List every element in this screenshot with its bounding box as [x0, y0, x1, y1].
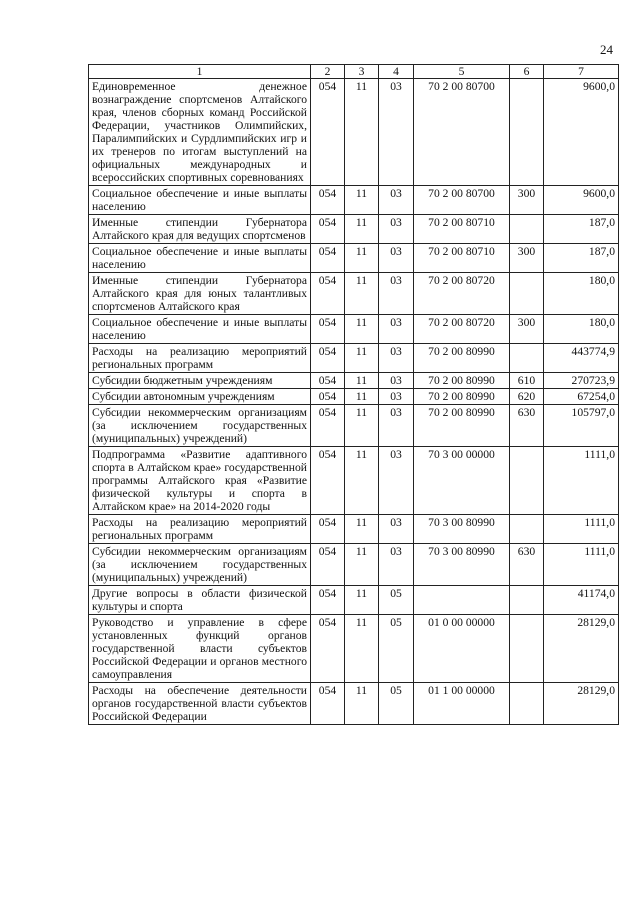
- subsection-code: 03: [379, 447, 414, 515]
- table-row: [89, 215, 619, 244]
- table-row: [89, 373, 619, 389]
- target-article-code: 01 0 00 00000: [414, 615, 510, 683]
- subsection-code: 03: [379, 515, 414, 544]
- target-article-code: 70 2 00 80710: [414, 215, 510, 244]
- section-code: 11: [345, 447, 379, 515]
- expense-type-code: 620: [510, 389, 544, 405]
- page-number: 24: [600, 42, 613, 57]
- section-code: 11: [345, 683, 379, 725]
- ministry-code: 054: [311, 405, 345, 447]
- table-row: [89, 186, 619, 215]
- row-name: Социальное обеспечение и иные выплаты населению: [89, 186, 311, 215]
- subsection-code: 03: [379, 344, 414, 373]
- amount: 270723,9: [544, 373, 619, 389]
- ministry-code: 054: [311, 544, 345, 586]
- target-article-code: 70 2 00 80710: [414, 244, 510, 273]
- amount: 9600,0: [544, 79, 619, 186]
- table-row: [89, 79, 619, 186]
- subsection-code: 03: [379, 273, 414, 315]
- table-row: [89, 515, 619, 544]
- row-name: Именные стипендии Губернатора Алтайского края для ведущих спортсменов: [89, 215, 311, 244]
- expense-type-code: [510, 344, 544, 373]
- column-header: 4: [379, 65, 414, 79]
- amount: 443774,9: [544, 344, 619, 373]
- expense-type-code: 630: [510, 544, 544, 586]
- expense-type-code: [510, 79, 544, 186]
- table-row: [89, 405, 619, 447]
- row-name: Социальное обеспечение и иные выплаты населению: [89, 315, 311, 344]
- ministry-code: 054: [311, 273, 345, 315]
- section-code: 11: [345, 273, 379, 315]
- expense-type-code: [510, 447, 544, 515]
- row-name: Субсидии автономным учреждениям: [89, 389, 311, 405]
- subsection-code: 03: [379, 544, 414, 586]
- table-row: [89, 344, 619, 373]
- amount: 41174,0: [544, 586, 619, 615]
- table-row: [89, 586, 619, 615]
- section-code: 11: [345, 586, 379, 615]
- section-code: 11: [345, 389, 379, 405]
- ministry-code: 054: [311, 615, 345, 683]
- amount: 180,0: [544, 315, 619, 344]
- amount: 1111,0: [544, 447, 619, 515]
- target-article-code: [414, 586, 510, 615]
- table-row: [89, 544, 619, 586]
- row-name: Подпрограмма «Развитие адаптивного спорта в Алтайском крае» государственной программы Алтайского края «Развитие физической культуры и спорта в Алтайском крае» на 2014-2020 годы: [89, 447, 311, 515]
- section-code: 11: [345, 615, 379, 683]
- subsection-code: 05: [379, 586, 414, 615]
- amount: 105797,0: [544, 405, 619, 447]
- row-name: Именные стипендии Губернатора Алтайского края для юных талантливых спортсменов Алтайского края: [89, 273, 311, 315]
- ministry-code: 054: [311, 315, 345, 344]
- column-header: 5: [414, 65, 510, 79]
- expense-type-code: 300: [510, 244, 544, 273]
- ministry-code: 054: [311, 79, 345, 186]
- subsection-code: 03: [379, 389, 414, 405]
- amount: 67254,0: [544, 389, 619, 405]
- section-code: 11: [345, 186, 379, 215]
- amount: 1111,0: [544, 515, 619, 544]
- target-article-code: 70 3 00 80990: [414, 544, 510, 586]
- section-code: 11: [345, 244, 379, 273]
- target-article-code: 70 2 00 80990: [414, 373, 510, 389]
- ministry-code: 054: [311, 373, 345, 389]
- amount: 180,0: [544, 273, 619, 315]
- expense-type-code: 300: [510, 315, 544, 344]
- row-name: Руководство и управление в сфере установленных функций органов государственной власти субъектов Российской Федерации и органов местного самоуправления: [89, 615, 311, 683]
- ministry-code: 054: [311, 515, 345, 544]
- amount: 28129,0: [544, 683, 619, 725]
- subsection-code: 05: [379, 683, 414, 725]
- ministry-code: 054: [311, 244, 345, 273]
- subsection-code: 03: [379, 244, 414, 273]
- expense-type-code: [510, 515, 544, 544]
- section-code: 11: [345, 405, 379, 447]
- column-header: 7: [544, 65, 619, 79]
- table-row: [89, 389, 619, 405]
- section-code: 11: [345, 79, 379, 186]
- row-name: Субсидии некоммерческим организациям (за исключением государственных (муниципальных) учреждений): [89, 405, 311, 447]
- table-row: [89, 447, 619, 515]
- table-row: [89, 273, 619, 315]
- row-name: Расходы на реализацию мероприятий региональных программ: [89, 344, 311, 373]
- target-article-code: 70 2 00 80990: [414, 405, 510, 447]
- section-code: 11: [345, 373, 379, 389]
- amount: 28129,0: [544, 615, 619, 683]
- subsection-code: 03: [379, 186, 414, 215]
- amount: 187,0: [544, 215, 619, 244]
- expense-type-code: [510, 215, 544, 244]
- subsection-code: 05: [379, 615, 414, 683]
- target-article-code: 01 1 00 00000: [414, 683, 510, 725]
- ministry-code: 054: [311, 344, 345, 373]
- ministry-code: 054: [311, 389, 345, 405]
- amount: 187,0: [544, 244, 619, 273]
- section-code: 11: [345, 215, 379, 244]
- target-article-code: 70 2 00 80990: [414, 344, 510, 373]
- expense-type-code: 300: [510, 186, 544, 215]
- target-article-code: 70 3 00 80990: [414, 515, 510, 544]
- table-row: [89, 683, 619, 725]
- section-code: 11: [345, 344, 379, 373]
- expense-type-code: [510, 615, 544, 683]
- subsection-code: 03: [379, 79, 414, 186]
- row-name: Субсидии бюджетным учреждениям: [89, 373, 311, 389]
- section-code: 11: [345, 515, 379, 544]
- ministry-code: 054: [311, 683, 345, 725]
- expense-type-code: [510, 586, 544, 615]
- subsection-code: 03: [379, 373, 414, 389]
- ministry-code: 054: [311, 586, 345, 615]
- target-article-code: 70 2 00 80700: [414, 79, 510, 186]
- table-row: [89, 244, 619, 273]
- row-name: Субсидии некоммерческим организациям (за исключением государственных (муниципальных) учреждений): [89, 544, 311, 586]
- table-header-row: [89, 65, 619, 79]
- section-code: 11: [345, 315, 379, 344]
- row-name: Расходы на реализацию мероприятий региональных программ: [89, 515, 311, 544]
- subsection-code: 03: [379, 215, 414, 244]
- column-header: 2: [311, 65, 345, 79]
- subsection-code: 03: [379, 405, 414, 447]
- expense-type-code: 610: [510, 373, 544, 389]
- column-header: 6: [510, 65, 544, 79]
- budget-table: [88, 64, 619, 725]
- amount: 1111,0: [544, 544, 619, 586]
- section-code: 11: [345, 544, 379, 586]
- expense-type-code: [510, 683, 544, 725]
- target-article-code: 70 2 00 80720: [414, 315, 510, 344]
- ministry-code: 054: [311, 215, 345, 244]
- row-name: Расходы на обеспечение деятельности органов государственной власти субъектов Российской Федерации: [89, 683, 311, 725]
- subsection-code: 03: [379, 315, 414, 344]
- row-name: Единовременное денежное вознаграждение спортсменов Алтайского края, членов сборных команд Российской Федерации, участников Олимпийских, Паралимпийских и Сурдлимпийских игр и их тренеров по итогам выступлений на официальных международных и всероссийских спортивных соревнованиях: [89, 79, 311, 186]
- expense-type-code: [510, 273, 544, 315]
- column-header: 1: [89, 65, 311, 79]
- target-article-code: 70 2 00 80990: [414, 389, 510, 405]
- target-article-code: 70 3 00 00000: [414, 447, 510, 515]
- amount: 9600,0: [544, 186, 619, 215]
- ministry-code: 054: [311, 186, 345, 215]
- row-name: Социальное обеспечение и иные выплаты населению: [89, 244, 311, 273]
- table-row: [89, 315, 619, 344]
- target-article-code: 70 2 00 80700: [414, 186, 510, 215]
- ministry-code: 054: [311, 447, 345, 515]
- row-name: Другие вопросы в области физической культуры и спорта: [89, 586, 311, 615]
- target-article-code: 70 2 00 80720: [414, 273, 510, 315]
- column-header: 3: [345, 65, 379, 79]
- table-row: [89, 615, 619, 683]
- expense-type-code: 630: [510, 405, 544, 447]
